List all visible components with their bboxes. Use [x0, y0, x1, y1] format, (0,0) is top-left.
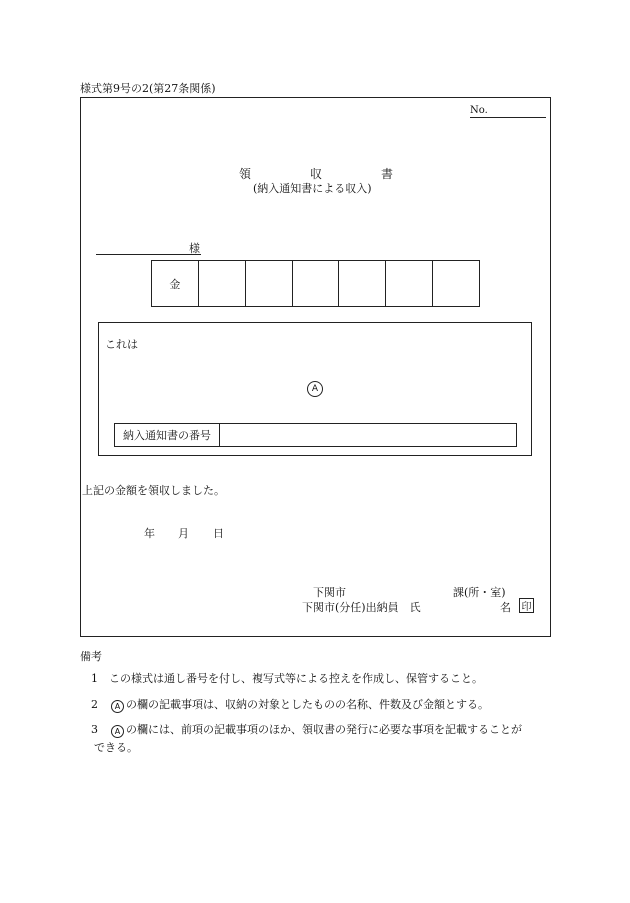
- title-char-1: 領: [239, 167, 252, 181]
- notice-number-field[interactable]: [220, 424, 516, 446]
- note-number: 2: [91, 698, 98, 711]
- note-item: [91, 671, 483, 687]
- date-day-label: 日: [213, 527, 224, 540]
- title-char-3: 書: [381, 167, 394, 181]
- receipt-number-label: No.: [470, 105, 488, 116]
- title-char-2: 収: [310, 167, 323, 181]
- notice-number-row: [114, 423, 517, 447]
- amount-label: 金: [169, 277, 181, 291]
- signature-department: 課(所・室): [453, 586, 506, 599]
- date-month-label: 月: [178, 527, 189, 540]
- note-item: [91, 697, 489, 713]
- signature-name-label: 名: [500, 601, 511, 614]
- note-text: の欄には、前項の記載事項のほか、領収書の発行に必要な事項を記載することが: [126, 723, 522, 736]
- note-text: この様式は通し番号を付し、複写式等による控えを作成し、保管すること。: [109, 672, 483, 685]
- marker-a-icon: A: [111, 700, 124, 713]
- amount-digit-cell[interactable]: [385, 261, 432, 306]
- amount-grid: [151, 260, 480, 307]
- title-subtitle: (納入通知書による収入): [253, 182, 372, 195]
- amount-digit-cell[interactable]: [245, 261, 292, 306]
- note-item: [91, 722, 522, 738]
- marker-a-icon: A: [111, 725, 124, 738]
- item-description-lead: これは: [105, 338, 138, 351]
- note-number: 1: [91, 672, 98, 685]
- date-year-label: 年: [144, 527, 155, 540]
- seal-stamp-icon: 印: [519, 598, 534, 613]
- amount-digit-cell[interactable]: [198, 261, 245, 306]
- amount-digit-cell[interactable]: [338, 261, 385, 306]
- amount-digit-cell[interactable]: [292, 261, 339, 306]
- note-number: 3: [91, 723, 98, 736]
- marker-a-icon: A: [307, 381, 323, 397]
- notes-heading: 備考: [80, 650, 102, 663]
- receipt-statement: 上記の金額を領収しました。: [82, 484, 225, 497]
- payee-name-field[interactable]: [96, 254, 201, 255]
- amount-digit-cell[interactable]: [432, 261, 479, 306]
- form-number-label: 様式第9号の2(第27条関係): [80, 82, 216, 95]
- note-item-continuation: できる。: [94, 741, 138, 754]
- signature-city: 下関市: [313, 586, 346, 599]
- note-text: の欄の記載事項は、収納の対象としたものの名称、件数及び金額とする。: [126, 698, 489, 711]
- receipt-number-field[interactable]: [470, 117, 546, 118]
- payee-honorific: 様: [189, 242, 200, 255]
- notice-number-label: 納入通知書の番号: [115, 424, 220, 446]
- signature-treasurer: 下関市(分任)出納員 氏: [302, 601, 421, 614]
